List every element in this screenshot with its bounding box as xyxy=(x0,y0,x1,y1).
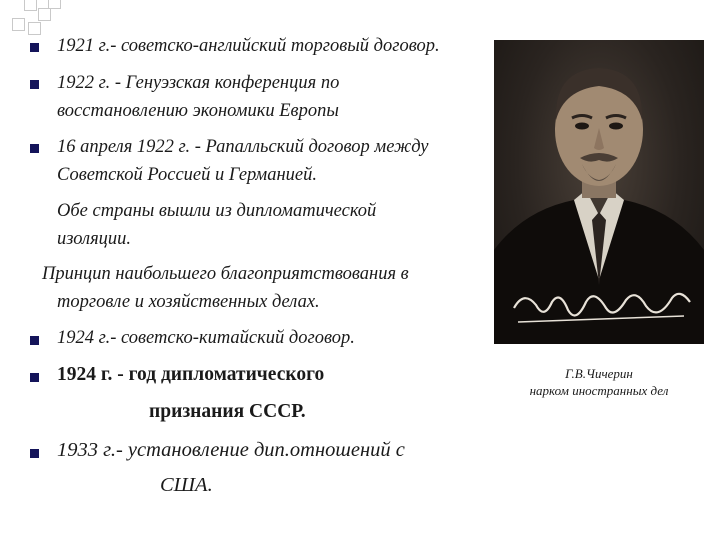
portrait-photo xyxy=(494,40,704,344)
portrait-figure xyxy=(494,40,704,344)
bullet-text: признания СССР. xyxy=(149,401,306,422)
bullet-marker xyxy=(30,144,39,153)
bullet-text: изоляции. xyxy=(57,229,132,249)
bullet-marker xyxy=(30,43,39,52)
portrait-caption-name: Г.В.Чичерин xyxy=(565,366,633,381)
portrait-caption-role: нарком иностранных дел xyxy=(529,383,669,398)
bullet-text: торговле и хозяйственных делах. xyxy=(57,292,320,312)
bullet-text: 1921 г.- советско-английский торговый договор. xyxy=(57,36,440,56)
bullet-marker xyxy=(30,449,39,458)
bullet-text: Обе страны вышли из дипломатической xyxy=(57,201,377,221)
bullet-text: Советской Россией и Германией. xyxy=(57,165,317,185)
bullet-text: 1924 г.- советско-китайский договор. xyxy=(57,328,355,348)
bullet-text: 16 апреля 1922 г. - Рапалльский договор между xyxy=(57,137,429,157)
bullet-text: 1924 г. - год дипломатического xyxy=(57,364,325,385)
bullet-marker xyxy=(30,336,39,345)
bullet-text: США. xyxy=(160,474,213,496)
bullet-text: 1933 г.- установление дип.отношений с xyxy=(57,439,405,461)
bullet-marker xyxy=(30,80,39,89)
bullet-text: восстановлению экономики Европы xyxy=(57,101,339,121)
bullet-text: 1922 г. - Генуэзская конференция по xyxy=(57,73,340,93)
bullet-text: Принцип наибольшего благоприятствования в xyxy=(42,264,409,284)
bullet-marker xyxy=(30,373,39,382)
